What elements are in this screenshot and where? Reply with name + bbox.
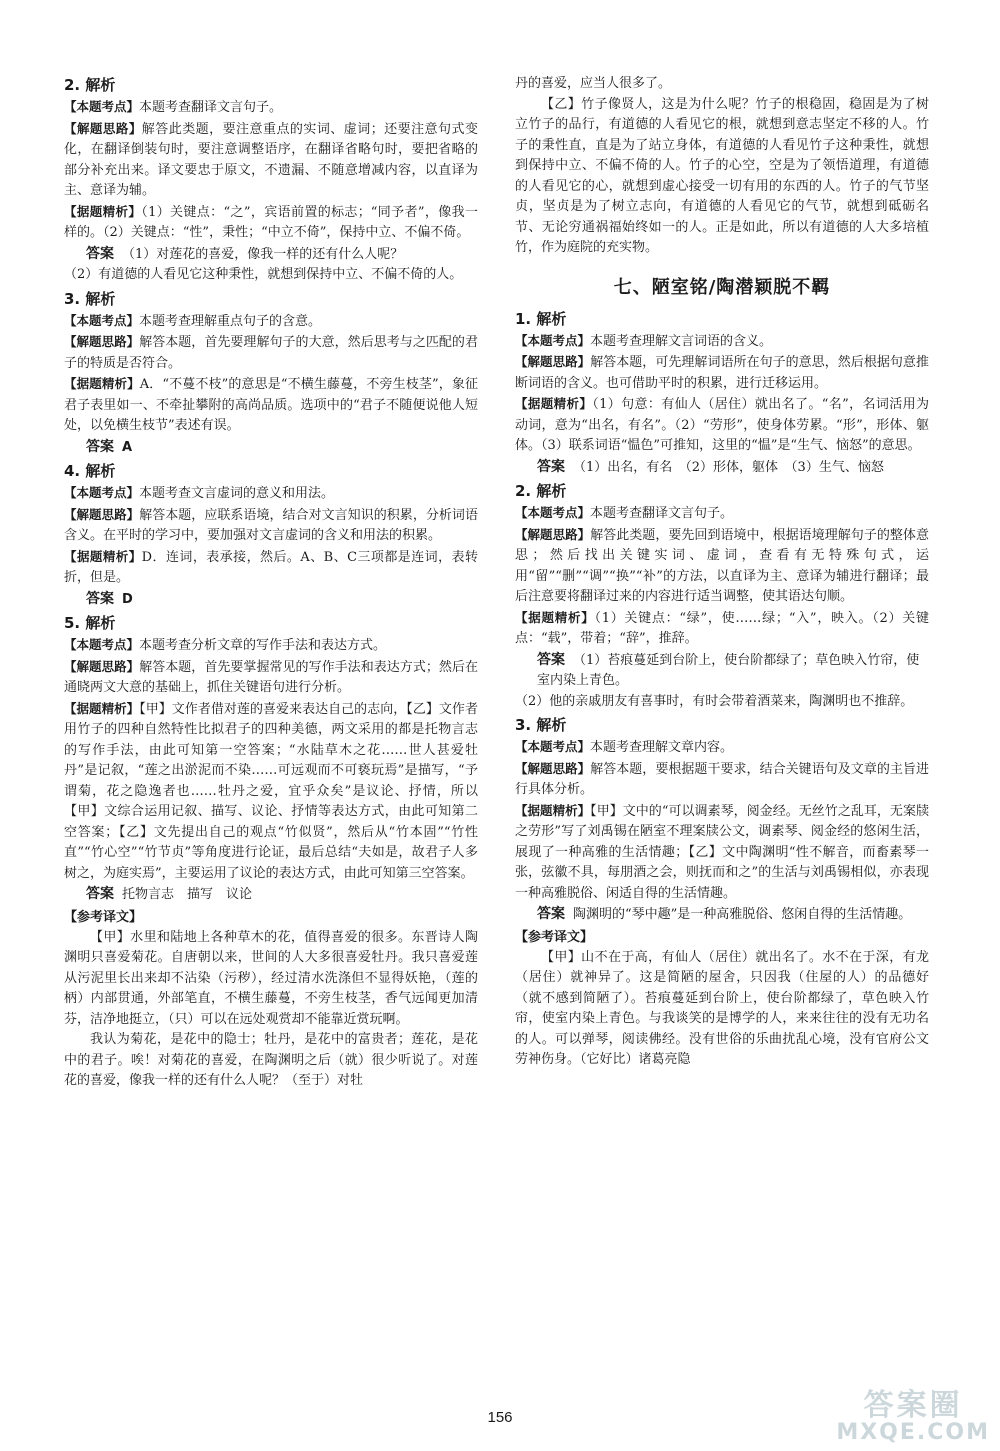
silu-label: 【 解题思路 】	[515, 354, 590, 369]
kaodian-text: 本题考查分析文章的写作手法和表达方式。	[139, 638, 387, 653]
question-3	[64, 289, 478, 459]
jingxi-text: 【甲】文作者借对莲的喜爱来表达自己的志向，【乙】文作者用竹子的四种自然特性比拟君子的四种美德，两文采用的都是托物言志的写作手法，由此可知第一空答案；“水陆草木之花……世人甚爱牡丹”是记叙，“莲之出淤泥而不染……可远观而不可亵玩焉”是描写，“予谓菊，花之隐逸者也……牡丹之爱，宜乎众矣”是议论、抒情，所以【甲】文综合运用记叙、描写、议论、抒情等表达方式，由此可知第二空答案；【乙】文先提出自己的观点“竹似贤”，然后从“竹本固”“竹性直”“竹心空”“竹节贞”等角度进行论证，最后总结“夫如是，故君子人多树之，为庭实焉”，主要运用了议论的表达方式，由此可知第三空答案。	[64, 701, 478, 881]
jingxi-text: A．“不蔓不枝”的意思是“不横生藤蔓，不旁生枝茎”，象征君子表里如一、不牵扯攀附的高尚品质。选项中的“君子不随便说他人短处，以免横生枝节”表述有误。	[64, 377, 478, 433]
silu-label: 【 解题思路 】	[64, 334, 139, 349]
question-5	[64, 613, 478, 906]
question-heading: 4. 解析	[64, 462, 116, 480]
translation-paragraph: 【乙】竹子像贤人，这是为什么呢？竹子的根稳固，稳固是为了树立竹子的品行，有道德的人看见它的根，就想到意志坚定不移的人。竹子的秉性直，直是为了站立身体，有道德的人看见竹子这种秉性，就想到保持中立、不偏不倚的人。竹子的心空，空是为了领悟道理，有道德的人看见它的心，就想到虚心接受一切有用的东西的人。竹子的气节坚贞，坚贞是为了树立志向，有道德的人看见它的气节，就想到砥砺名节、无论穷通祸福始终如一的人。正是如此，所以有道德的人大多培植竹，作为庭院的充实物。	[515, 96, 929, 255]
watermark-logo: 答案圈 MXQE.COM	[836, 1388, 990, 1445]
jingxi-text: （1）关键点：“绿”，使……绿；“入”，映入。（2）关键点：“载”，带着；“辞”，推辞。	[515, 610, 929, 646]
translation-continuation: 丹的喜爱，应当人很多了。	[515, 76, 672, 91]
kaodian-text: 本题考查理解重点句子的含意。	[139, 313, 322, 329]
silu-label: 【 解题思路 】	[515, 527, 590, 542]
question-heading: 3. 解析	[64, 289, 116, 308]
question-2	[64, 75, 478, 286]
answer-value: D	[122, 591, 133, 607]
kaodian-label: 【 本题考点 】	[64, 99, 139, 114]
answer-text: （1）苔痕蔓延到台阶上，使台阶都绿了；草色映入竹帘，使室内染上青色。	[537, 652, 920, 688]
silu-label: 【 解题思路 】	[515, 761, 590, 776]
left-column	[64, 72, 478, 1092]
kaodian-label: 【 本题考点 】	[515, 739, 590, 754]
jingxi-label: 【 据题精析 】	[515, 803, 590, 818]
answer-value: （1）出名，有名 （2）形体，躯体 （3）生气、恼怒	[573, 459, 884, 475]
silu-text: 解答本题，应联系语境，结合对文言知识的积累，分析词语含义。在平时的学习中，要加强对文言虚词的含义和用法的积累。	[64, 507, 478, 543]
translation-paragraph: 【甲】水里和陆地上各种草木的花，值得喜爱的很多。东晋诗人陶渊明只喜爱菊花。自唐朝以来，世间的人大多很喜爱牡丹。我只喜爱莲从污泥里长出来却不沾染（污秽），经过清水洗涤但不显得妖艳，（莲的柄）内部贯通，外部笔直，不横生藤蔓，不旁生枝茎，香气远闻更加清芬，洁净地挺立，（只）可以在远处观赏却不能靠近赏玩啊。	[64, 929, 478, 1027]
answer-value: 陶渊明的“琴中趣”是一种高雅脱俗、悠闲自得的生活情趣。	[573, 907, 912, 922]
silu-label: 【 解题思路 】	[64, 659, 139, 674]
kaodian-text: 本题考查理解文章内容。	[590, 740, 734, 755]
reference-translation	[515, 928, 929, 1071]
kaodian-text: 本题考查理解文言词语的含义。	[590, 333, 773, 349]
right-column	[515, 74, 929, 1071]
kaodian-label: 【 本题考点 】	[64, 637, 139, 652]
page-number: 156	[487, 1409, 513, 1426]
kaodian-label: 【 本题考点 】	[64, 313, 139, 328]
kaodian-text: 本题考查文言虚词的意义和用法。	[139, 486, 335, 501]
question-heading: 3. 解析	[515, 716, 567, 734]
silu-text: 解答此类题，要注意重点的实词、虚词；还要注意句式变化，在翻译倒装句时，要注意调整语序，在翻译省略句时，要把省略的部分补充出来。译文要忠于原文，不遗漏、不随意增减内容，以直译为主、意译为辅。	[64, 121, 478, 198]
question-3	[515, 715, 929, 926]
kaodian-label: 【 本题考点 】	[515, 333, 590, 348]
question-4	[64, 461, 478, 610]
reference-translation	[64, 908, 478, 1092]
section-title: 七、陋室铭/陶潜颖脱不羁	[613, 276, 831, 298]
answer-label: 答案	[537, 651, 565, 668]
jingxi-label: 【 据题精析 】	[515, 610, 594, 625]
answer-value: 托物言志 描写 议论	[122, 887, 253, 902]
question-2	[515, 481, 929, 712]
kaodian-text: 本题考查翻译文言句子。	[590, 506, 734, 521]
reference-label: 【参考译文】	[515, 929, 594, 945]
question-heading: 2. 解析	[515, 482, 567, 500]
jingxi-text: D．连词，表承接，然后。A、B、C三项都是连词，表转折，但是。	[64, 549, 478, 585]
translation-paragraph: 我认为菊花，是花中的隐士；牡丹，是花中的富贵者；莲花，是花中的君子。唉！对菊花的喜爱，在陶渊明之后（就）很少听说了。对莲花的喜爱，像我一样的还有什么人呢？（至于）对牡	[64, 1032, 478, 1088]
jingxi-label: 【 据题精析 】	[64, 376, 140, 391]
kaodian-text: 本题考查翻译文言句子。	[139, 100, 283, 115]
answer-text: （2）有道德的人看见它这种秉性，就想到保持中立、不偏不倚的人。	[64, 267, 463, 282]
silu-text: 解答本题，要根据题干要求，结合关键语句及文章的主旨进行具体分析。	[515, 761, 929, 797]
answer-label: 答案	[537, 458, 565, 475]
reference-label: 【参考译文】	[64, 909, 143, 925]
jingxi-text: （1）句意：有仙人（居住）就出名了。“名”，名词活用为动词，意为“出名，有名”。（2）“劳形”，使身体劳累。“形”，形体、躯体。（3）联系词语“愠色”可推知，这里的“愠”是“生气、恼怒”的意思。	[515, 397, 929, 453]
question-1	[515, 309, 929, 479]
answer-text: （1）对莲花的喜爱，像我一样的还有什么人呢？	[122, 246, 404, 262]
translation-paragraph: 【甲】山不在于高，有仙人（居住）就出名了。水不在于深，有龙（居住）就神异了。这是简陋的屋舍，只因我（住屋的人）的品德好（就不感到简陋了）。苔痕蔓延到台阶上，使台阶都绿了，草色映入竹帘，使室内染上青色。与我谈笑的是博学的人，来来往往的没有无功名的人。可以弹琴，阅读佛经。没有世俗的乐曲扰乱心境，没有官府公文劳神伤身。（它好比）诸葛亮隐	[515, 949, 929, 1067]
answer-label: 答案	[86, 590, 114, 607]
silu-text: 解答本题，可先理解词语所在句子的意思，然后根据句意推断词语的含义。也可借助平时的积累，进行迁移运用。	[515, 355, 929, 391]
answer-value: A	[122, 439, 133, 455]
silu-label: 【 解题思路 】	[64, 121, 142, 136]
jingxi-label: 【 据题精析 】	[64, 701, 139, 716]
silu-text: 解答本题，首先要理解句子的大意，然后思考与之匹配的君子的特质是否符合。	[64, 335, 478, 371]
answer-label: 答案	[86, 886, 114, 902]
question-heading: 5. 解析	[64, 614, 116, 632]
answer-label: 答案	[86, 245, 114, 262]
jingxi-text: （1）关键点：“之”，宾语前置的标志；“同予者”，像我一样的。（2）关键点：“性”，秉性；“中立不倚”，保持中立、不偏不倚。	[64, 204, 478, 240]
jingxi-label: 【 据题精析 】	[515, 396, 592, 411]
silu-label: 【 解题思路 】	[64, 507, 139, 522]
silu-text: 解答此类题，要先回到语境中，根据语境理解句子的整体意思；然后找出关键实词、虚词，查看有无特殊句式，运用“留”“删”“调”“换”“补”的方法，以直译为主、意译为辅进行翻译；最后注意要将翻译过来的内容进行适当调整，使其语达句顺。	[515, 527, 929, 604]
question-heading: 2. 解析	[64, 76, 116, 94]
answer-label: 答案	[86, 438, 114, 455]
jingxi-label: 【 据题精析 】	[64, 549, 142, 564]
jingxi-text: 【甲】文中的“可以调素琴，阅金经。无丝竹之乱耳，无案牍之劳形”写了刘禹锡在陋室不理案牍公文，调素琴、阅金经的悠闲生活，展现了一种高雅的生活情趣；【乙】文中陶渊明“性不解音，而畜素琴一张，弦徽不具，每朋酒之会，则抚而和之”的生活与刘禹锡相似，亦表现一种高雅脱俗、闲适自得的生活情趣。	[515, 803, 929, 901]
kaodian-label: 【 本题考点 】	[515, 505, 590, 520]
kaodian-label: 【 本题考点 】	[64, 485, 139, 500]
jingxi-label: 【 据题精析 】	[64, 204, 141, 219]
answer-text: （2）他的亲戚朋友有喜事时，有时会带着酒菜来，陶渊明也不推辞。	[515, 693, 914, 709]
answer-label: 答案	[537, 906, 565, 922]
question-heading: 1. 解析	[515, 309, 567, 328]
silu-text: 解答本题，首先要掌握常见的写作手法和表达方式；然后在通晓两文大意的基础上，抓住关键语句进行分析。	[64, 659, 478, 695]
